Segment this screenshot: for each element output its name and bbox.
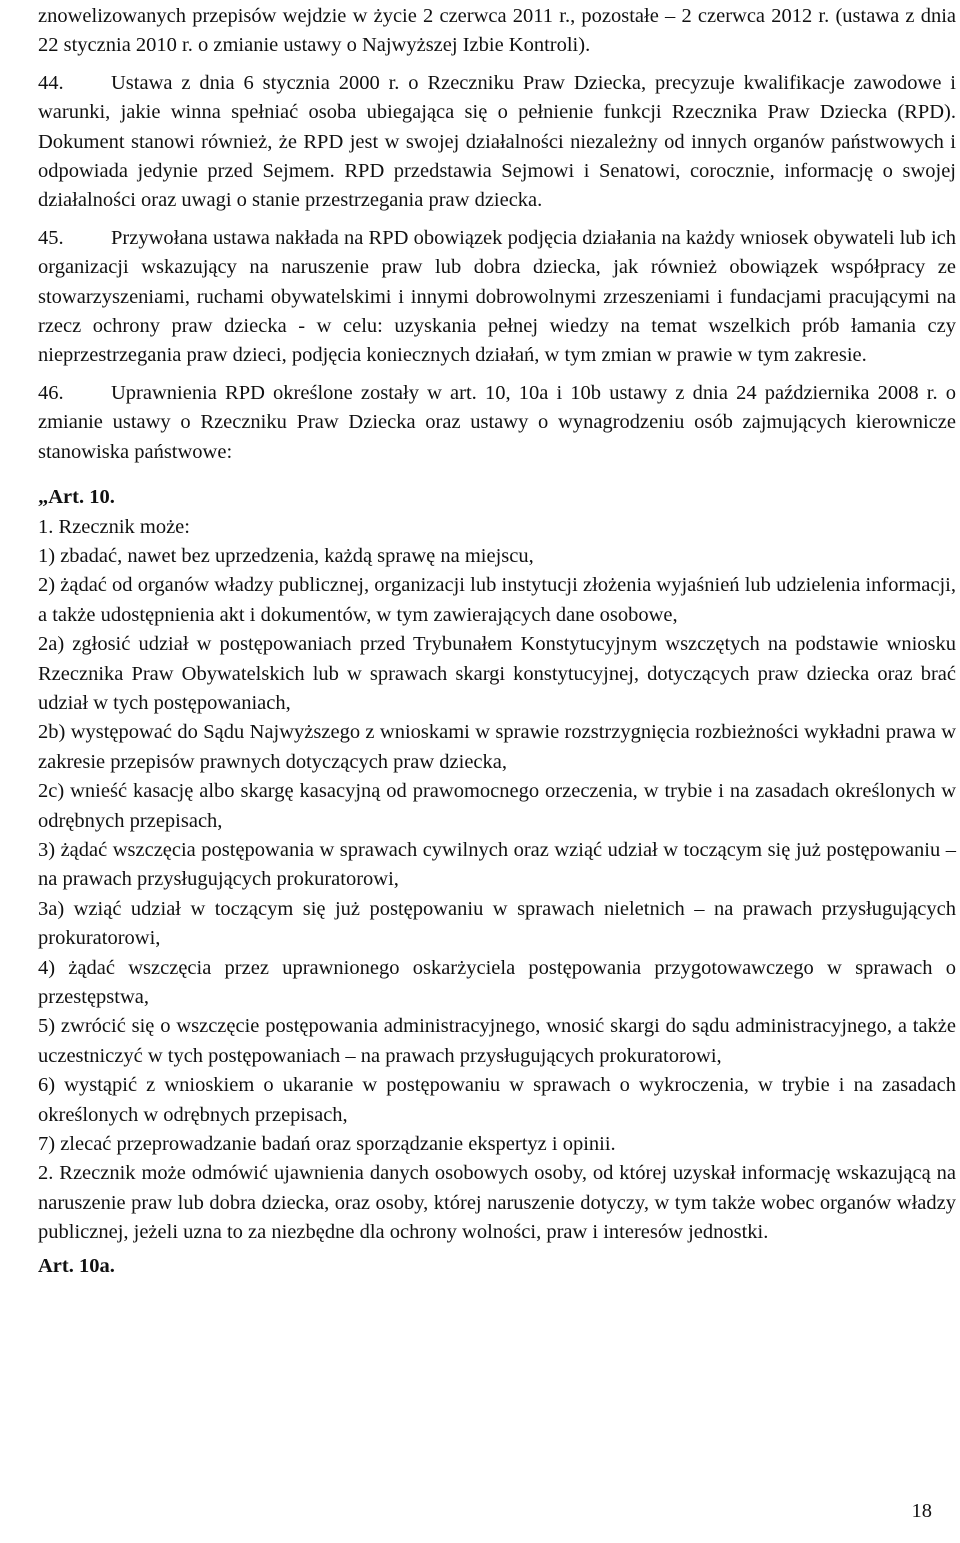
statute-item: 2) żądać od organów władzy publicznej, organizacji lub instytucji złożenia wyjaśnień lub udzielenia informacji, a także udostępnienia akt i dokumentów, w tym zawierających dane osobowe, bbox=[38, 574, 956, 626]
paragraph-number: 44. bbox=[38, 71, 64, 94]
statute-item: 2c) wnieść kasację albo skargę kasacyjną od prawomocnego orzeczenia, w trybie i na zasadach określonych w odrębnych przepisach, bbox=[38, 780, 956, 832]
next-article-heading: Art. 10a. bbox=[38, 1254, 115, 1277]
statute-item: 2b) występować do Sądu Najwyższego z wnioskami w sprawie rozstrzygnięcia rozbieżności wykładni prawa w zakresie przepisów prawnych dotyczących praw dziecka, bbox=[38, 721, 956, 773]
statute-item: 3) żądać wszczęcia postępowania w sprawach cywilnych oraz wziąć udział w toczącym się już postępowaniu – na prawach przysługujących prokuratorowi, bbox=[38, 838, 956, 891]
quoted-statute bbox=[38, 483, 956, 1281]
paragraph-number: 46. bbox=[38, 381, 64, 404]
page-number: 18 bbox=[911, 1500, 932, 1522]
paragraph-text: Uprawnienia RPD określone zostały w art. 10, 10a i 10b ustawy z dnia 24 października 2008 r. o zmianie ustawy o Rzeczniku Praw Dziecka oraz ustawy o wynagrodzeniu osób zajmujących kierownicze stanowiska państwowe: bbox=[38, 381, 956, 463]
paragraph-45 bbox=[38, 224, 956, 371]
section-1-intro: 1. Rzecznik może: bbox=[38, 515, 190, 538]
paragraph-text: Ustawa z dnia 6 stycznia 2000 r. o Rzeczniku Praw Dziecka, precyzuje kwalifikacje zawodowe i warunki, jakie winna spełniać osoba ubiegająca się o pełnienie funkcji Rzecznika Praw Dziecka (RPD). Dokument stanowi również, że RPD jest w swojej działalności niezależny od innych organów państwowych i odpowiada jedynie przed Sejmem. RPD przedstawia Sejmowi i Senatowi, corocznie, informację o swojej działalności oraz uwagi o stanie przestrzegania praw dziecka. bbox=[38, 71, 956, 212]
statute-item: 6) wystąpić z wnioskiem o ukaranie w postępowaniu w sprawach o wykroczenia, w trybie i na zasadach określonych w odrębnych przepisach, bbox=[38, 1074, 956, 1126]
statute-item: 7) zlecać przeprowadzanie badań oraz sporządzanie ekspertyz i opinii. bbox=[38, 1133, 616, 1156]
intro-paragraph: znowelizowanych przepisów wejdzie w życie 2 czerwca 2011 r., pozostałe – 2 czerwca 2012 r. (ustawa z dnia 22 stycznia 2010 r. o zmianie ustawy o Najwyższej Izbie Kontroli). bbox=[38, 5, 956, 57]
paragraph-46 bbox=[38, 379, 956, 467]
statute-item: 5) zwrócić się o wszczęcie postępowania administracyjnego, wnosić skargi do sądu administracyjnego, a także uczestniczyć w tych postępowaniach – na prawach przysługujących prokuratorowi, bbox=[38, 1015, 956, 1067]
statute-item: 3a) wziąć udział w toczącym się już postępowaniu w sprawach nieletnich – na prawach przysługujących prokuratorowi, bbox=[38, 897, 956, 950]
section-2: 2. Rzecznik może odmówić ujawnienia danych osobowych osoby, od której uzyskał informację wskazującą na naruszenie praw lub dobra dziecka, oraz osoby, której naruszenie dotyczy, w tym także wobec organów władzy publicznej, jeżeli uzna to za niezbędne dla ochrony wolności, praw i interesów jednostki. bbox=[38, 1162, 956, 1244]
paragraph-44 bbox=[38, 69, 956, 216]
document-page bbox=[38, 2, 956, 1281]
article-heading: „Art. 10. bbox=[38, 486, 115, 509]
statute-item: 1) zbadać, nawet bez uprzedzenia, każdą sprawę na miejscu, bbox=[38, 544, 534, 567]
paragraph-text: Przywołana ustawa nakłada na RPD obowiązek podjęcia działania na każdy wniosek obywateli lub ich organizacji wskazujący na naruszenie praw lub dobra dziecka, jak również obowiązek współpracy ze stowarzyszeniami, ruchami obywatelskimi i innymi dobrowolnymi zrzeszeniami i fundacjami pracującymi na rzecz ochrony praw dziecka - w celu: uzyskania pełnej wiedzy na temat wszelkich prób łamania czy nieprzestrzegania praw dzieci, podjęcia koniecznych działań, w tym zmian w prawie w tym zakresie. bbox=[38, 226, 956, 367]
statute-item: 4) żądać wszczęcia przez uprawnionego oskarżyciela postępowania przygotowawczego w sprawach o przestępstwa, bbox=[38, 956, 956, 1008]
paragraph-number: 45. bbox=[38, 226, 64, 249]
statute-item: 2a) zgłosić udział w postępowaniach przed Trybunałem Konstytucyjnym wszczętych na podstawie wniosku Rzecznika Praw Obywatelskich lub w sprawach skargi konstytucyjnej, dotyczących praw dziecka oraz brać udział w tych postępowaniach, bbox=[38, 633, 956, 714]
